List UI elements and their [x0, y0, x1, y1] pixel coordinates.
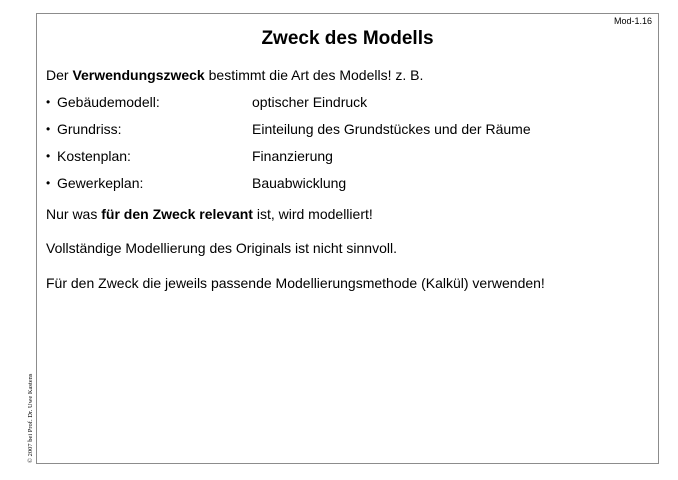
relevance-keyword: für den Zweck relevant: [101, 206, 253, 222]
list-item-description: Einteilung des Grundstückes und der Räume: [252, 120, 531, 137]
list-item-term: Grundriss:: [57, 120, 122, 137]
intro-text: [46, 67, 423, 83]
intro-keyword: Verwendungszweck: [72, 67, 205, 83]
list-item-term: Kostenplan:: [57, 147, 131, 164]
list-item: [46, 142, 531, 169]
list-item: [46, 169, 531, 196]
relevance-prefix: Nur was: [46, 206, 102, 222]
intro-suffix: bestimmt die Art des Modells! z. B.: [204, 67, 424, 83]
example-list: [46, 88, 531, 196]
list-item-description: Finanzierung: [252, 147, 333, 164]
intro-prefix: Der: [46, 67, 73, 83]
bullet-icon: •: [46, 94, 51, 109]
list-item: [46, 88, 531, 115]
relevance-suffix: ist, wird modelliert!: [252, 206, 373, 222]
slide-title: Zweck des Modells: [261, 28, 434, 49]
slide-number: Mod-1.16: [613, 16, 652, 26]
bullet-icon: •: [46, 121, 51, 136]
bullet-icon: •: [46, 175, 51, 190]
bullet-icon: •: [46, 148, 51, 163]
list-item-term: Gebäudemodell:: [57, 93, 160, 110]
copyright-notice: © 2007 bei Prof. Dr. Uwe Kastens: [27, 373, 34, 463]
method-statement: Für den Zweck die jeweils passende Modellierungsmethode (Kalkül) verwenden!: [46, 275, 545, 291]
completeness-statement: Vollständige Modellierung des Originals ist nicht sinnvoll.: [46, 240, 397, 256]
list-item-term: Gewerkeplan:: [57, 174, 144, 191]
list-item: [46, 115, 531, 142]
list-item-description: Bauabwicklung: [252, 174, 347, 191]
list-item-description: optischer Eindruck: [252, 93, 368, 110]
relevance-statement: [46, 206, 373, 222]
